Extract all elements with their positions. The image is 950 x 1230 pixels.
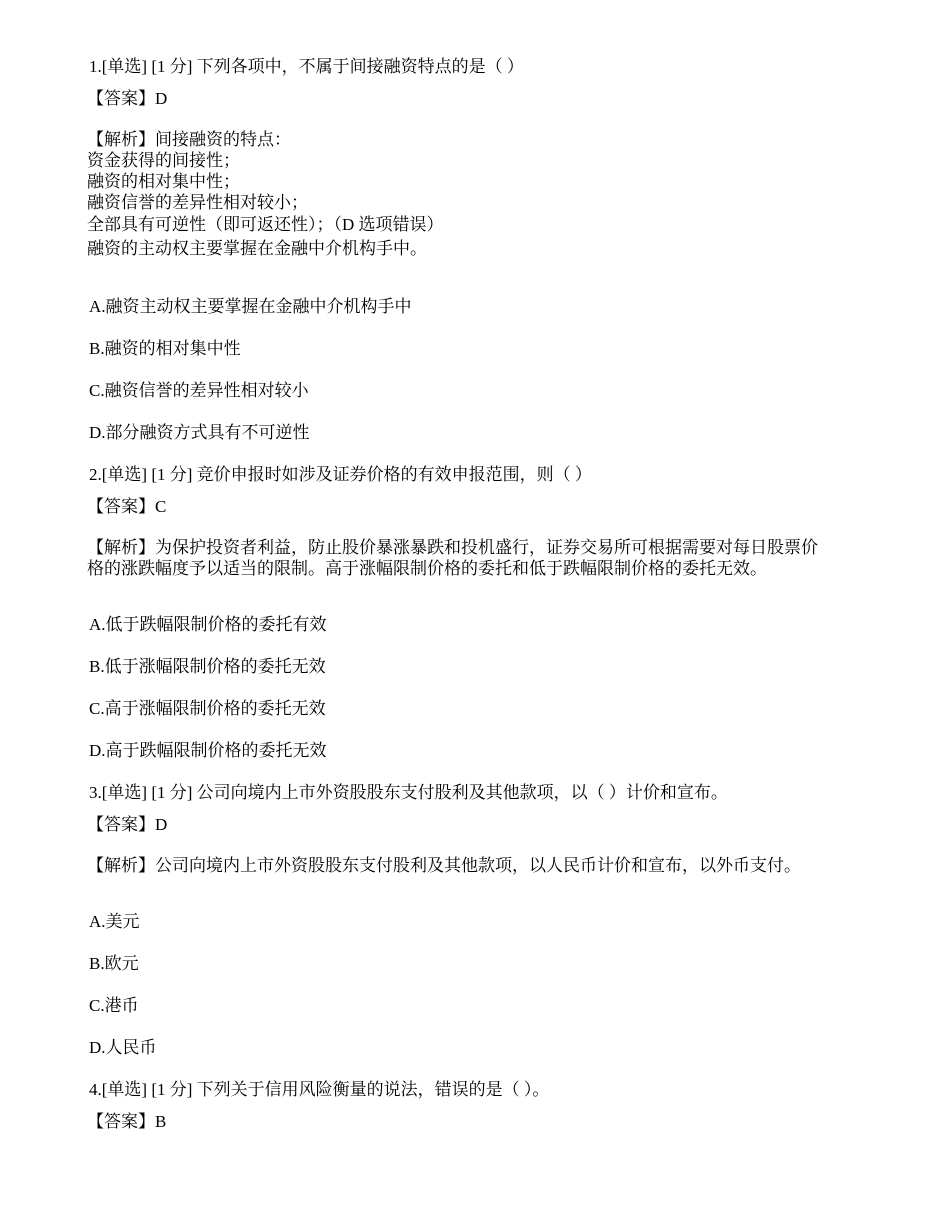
answer-line: 【答案】C xyxy=(87,497,167,516)
question-3 xyxy=(89,781,892,1060)
option-d: D.人民币 xyxy=(89,1038,157,1057)
option-d: D.部分融资方式具有不可逆性 xyxy=(89,423,310,442)
analysis-line: 【解析】公司向境内上市外资股股东支付股利及其他款项，以人民币计价和宣布，以外币支付。 xyxy=(87,856,801,875)
analysis-line: 融资信誉的差异性相对较小； xyxy=(87,193,308,212)
question-4 xyxy=(89,1078,892,1134)
option-c: C.高于涨幅限制价格的委托无效 xyxy=(89,699,326,718)
question-title: 3.[单选] [1 分] 公司向境内上市外资股股东支付股利及其他款项，以（ ）计价和宣布。 xyxy=(89,783,728,802)
analysis-line: 全部具有可逆性（即可返还性）；（D 选项错误） xyxy=(87,215,444,234)
analysis-line: 格的涨跌幅度予以适当的限制。高于涨幅限制价格的委托和低于跌幅限制价格的委托无效。 xyxy=(87,559,767,578)
question-title: 1.[单选] [1 分] 下列各项中，不属于间接融资特点的是（ ） xyxy=(89,57,524,76)
option-c: C.融资信誉的差异性相对较小 xyxy=(89,381,309,400)
option-b: B.融资的相对集中性 xyxy=(89,339,241,358)
option-b: B.低于涨幅限制价格的委托无效 xyxy=(89,657,326,676)
option-c: C.港币 xyxy=(89,996,139,1015)
analysis-block xyxy=(87,855,892,876)
answer-line: 【答案】B xyxy=(87,1112,167,1131)
analysis-line: 资金获得的间接性； xyxy=(87,151,240,170)
option-a: A.融资主动权主要掌握在金融中介机构手中 xyxy=(89,297,412,316)
analysis-line: 融资的相对集中性； xyxy=(87,172,240,191)
analysis-line: 融资的主动权主要掌握在金融中介机构手中。 xyxy=(87,239,427,258)
question-2 xyxy=(89,463,892,763)
question-title: 2.[单选] [1 分] 竞价申报时如涉及证券价格的有效申报范围，则（ ） xyxy=(89,465,592,484)
option-b: B.欧元 xyxy=(89,954,139,973)
option-a: A.低于跌幅限制价格的委托有效 xyxy=(89,615,327,634)
analysis-line: 【解析】为保护投资者利益，防止股价暴涨暴跌和投机盛行，证券交易所可根据需要对每日股票价 xyxy=(87,538,818,557)
option-d: D.高于跌幅限制价格的委托无效 xyxy=(89,741,327,760)
analysis-block xyxy=(87,129,892,261)
question-1 xyxy=(89,55,892,445)
answer-line: 【答案】D xyxy=(87,815,168,834)
question-title: 4.[单选] [1 分] 下列关于信用风险衡量的说法，错误的是（ ）。 xyxy=(89,1080,550,1099)
analysis-block xyxy=(87,537,892,579)
option-a: A.美元 xyxy=(89,912,140,931)
analysis-line: 【解析】间接融资的特点： xyxy=(87,130,291,149)
answer-line: 【答案】D xyxy=(87,89,168,108)
